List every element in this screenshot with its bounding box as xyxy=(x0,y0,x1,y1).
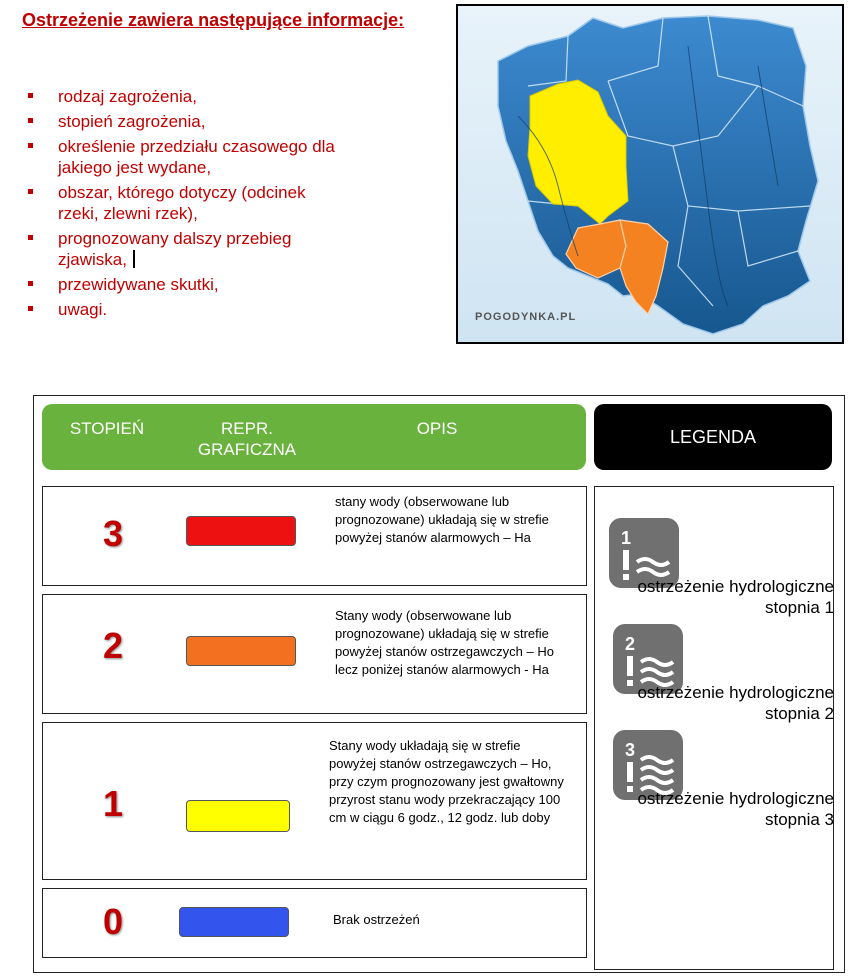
level-description: Brak ostrzeżeń xyxy=(333,912,420,927)
info-list xyxy=(24,86,434,324)
list-item: obszar, którego dotyczy (odcinek rzeki, zlewni rzek), xyxy=(24,182,328,224)
level-swatch xyxy=(186,516,296,546)
level-description: stany wody (obserwowane lub prognozowane) układają się w strefie powyżej stanów alarmowych – Ha xyxy=(335,494,549,545)
map-logo: POGODYNKA.PL xyxy=(475,311,577,323)
level-description: Stany wody (obserwowane lub prognozowane) układają się w strefie powyżej stanów ostrzegawczych – Ho lecz poniżej stanów alarmowych - Ha xyxy=(335,608,554,677)
bullet-icon xyxy=(28,306,33,311)
legend-label: ostrzeżenie hydrologiczne stopnia 2 xyxy=(637,683,834,723)
list-item: przewidywane skutki, xyxy=(24,274,434,295)
svg-text:1: 1 xyxy=(621,528,632,548)
level-number: 3 xyxy=(102,513,124,554)
table-header xyxy=(42,404,586,470)
column-header-graphic: REPR. GRAFICZNA xyxy=(197,419,297,459)
table-row xyxy=(42,722,587,880)
legend-label: ostrzeżenie hydrologiczne stopnia 3 xyxy=(637,789,834,829)
level-number: 0 xyxy=(102,901,124,942)
bullet-icon xyxy=(28,235,33,240)
list-item: rodzaj zagrożenia, xyxy=(24,86,434,107)
poland-warning-map xyxy=(456,4,844,344)
level-swatch xyxy=(186,636,296,666)
legend-label: ostrzeżenie hydrologiczne stopnia 1 xyxy=(637,577,834,617)
level-swatch xyxy=(179,907,289,937)
page-title: Ostrzeżenie zawiera następujące informacje: xyxy=(22,10,405,30)
bullet-icon xyxy=(28,118,33,123)
table-row xyxy=(42,888,587,958)
bullet-icon xyxy=(28,189,33,194)
list-item: określenie przedziału czasowego dla jakiego jest wydane, xyxy=(24,136,388,178)
column-header-description: OPIS xyxy=(416,419,458,438)
level-swatch xyxy=(186,800,290,832)
list-item: prognozowany dalszy przebieg zjawiska, xyxy=(24,228,358,270)
bullet-icon xyxy=(28,93,33,98)
bullet-icon xyxy=(28,281,33,286)
table-row xyxy=(42,486,587,586)
text-cursor xyxy=(133,250,135,268)
list-item: stopień zagrożenia, xyxy=(24,111,434,132)
legend-header: LEGENDA xyxy=(594,404,832,470)
list-item: uwagi. xyxy=(24,299,434,320)
table-row xyxy=(42,594,587,714)
map-svg xyxy=(458,6,842,342)
svg-text:3: 3 xyxy=(625,740,636,760)
bullet-icon xyxy=(28,143,33,148)
level-number: 1 xyxy=(102,783,124,824)
level-description: Stany wody układają się w strefie powyżej stanów ostrzegawczych – Ho, przy czym prognozowany jest gwałtowny przyrost stanu wody przekraczający 100 cm w ciągu 6 godz., 12 godz. lub doby xyxy=(329,738,564,825)
column-header-level: STOPIEŃ xyxy=(69,419,145,438)
level-number: 2 xyxy=(102,625,124,666)
svg-text:2: 2 xyxy=(625,634,636,654)
